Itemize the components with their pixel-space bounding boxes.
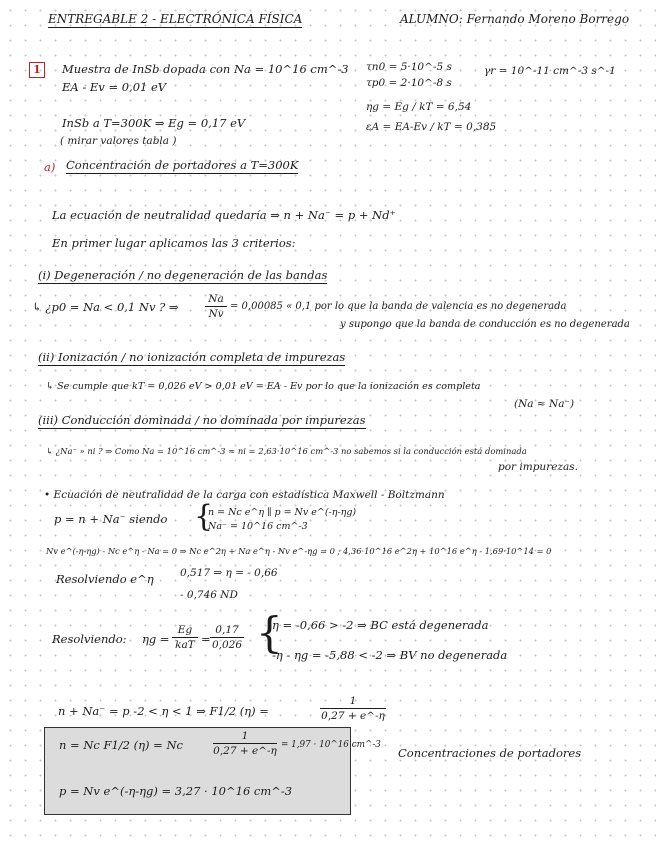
cases-brace: { <box>256 608 283 657</box>
statement-line-2: EA - Ev = 0,01 eV <box>62 80 167 94</box>
solve-root-2: - 0,746 ND <box>180 589 238 601</box>
problem-number: 1 <box>29 62 45 78</box>
fraction-denominator: kaT <box>175 639 195 651</box>
first-step-text: En primer lugar aplicamos las 3 criterios: <box>52 236 296 250</box>
fraction-denominator: Nv <box>208 308 224 320</box>
fraction-denominator: 0,27 + e^-η <box>213 745 277 757</box>
fraction-numerator: 1 <box>349 695 357 707</box>
electron-fraction <box>213 730 277 757</box>
result-caption: Concentraciones de portadores <box>398 746 582 760</box>
electron-concentration: n = Nc F1/2 (η) = Nc <box>59 738 183 752</box>
solve-label: Resolviendo e^η <box>56 572 154 586</box>
fraction-denominator: 0,27 + e^-η <box>321 710 385 722</box>
criterion-3-text: ↳ ¿Na⁻ » ni ? ⇒ Como Na = 10^16 cm^-3 ≈ ni = 2,63·10^16 cm^-3 no sabemos si la conducción está dominada <box>46 446 527 456</box>
fraction-numerator: 1 <box>241 730 249 742</box>
result-label: Resolviendo: <box>52 632 127 646</box>
mb-relation: p = n + Na⁻ siendo <box>54 512 168 526</box>
criterion-3-title: (iii) Conducción dominada / no dominada por impurezas <box>38 413 366 427</box>
criterion-1-fraction <box>205 293 227 320</box>
fermi-dirac-fraction <box>320 695 386 722</box>
section-label: a) <box>44 160 56 174</box>
student-name: ALUMNO: Fernando Moreno Borrego <box>400 12 630 26</box>
param-tau-n0: τn0 = 5·10^-5 s <box>366 61 452 73</box>
criterion-2-text: ↳ Se cumple que kT = 0,026 eV > 0,01 eV = EA - Ev por lo que la ionización es completa <box>46 381 481 392</box>
criterion-1-question: ↳ ¿p0 = Na < 0,1 Nv ? ⇒ <box>32 300 179 314</box>
eta-g-fraction <box>172 624 198 651</box>
case-conduction-band: η = -0,66 > -2 ⇒ BC está degenerada <box>272 618 489 632</box>
param-gamma: γr = 10^-11 cm^-3 s^-1 <box>484 65 616 77</box>
fraction-bar <box>210 637 244 638</box>
fermi-dirac-line: n + Na⁻ = p -2 < η < 1 ⇒ F1/2 (η) = <box>58 704 269 718</box>
mb-system-1: n = Nc e^η ∥ p = Nv e^(-η-ηg) <box>208 507 357 518</box>
statement-line-1: Muestra de InSb dopada con Na = 10^16 cm^-3 <box>62 62 349 76</box>
equals-sign: = <box>201 632 211 646</box>
page-title: ENTREGABLE 2 - ELECTRÓNICA FÍSICA <box>48 12 303 26</box>
mb-title: • Ecuación de neutralidad de la carga con estadística Maxwell - Boltzmann <box>44 489 445 501</box>
criterion-2-note: (Na ≈ Na⁻) <box>514 398 575 410</box>
fraction-numerator: Eg <box>177 624 193 636</box>
electron-value: = 1,97 · 10^16 cm^-3 <box>281 740 381 750</box>
fraction-bar <box>213 743 277 744</box>
hole-concentration: p = Nv e^(-η-ηg) = 3,27 · 10^16 cm^-3 <box>59 784 293 798</box>
insb-line: InSb a T=300K ⇒ Eg = 0,17 eV <box>62 116 246 130</box>
criterion-2-title: (ii) Ionización / no ionización completa de impurezas <box>38 350 346 364</box>
fraction-denominator: 0,026 <box>211 639 243 651</box>
fraction-bar <box>320 708 386 709</box>
fraction-numerator: 0,17 <box>215 624 239 636</box>
fraction-bar <box>172 637 198 638</box>
criterion-1-conduction: y supongo que la banda de conducción es no degenerada <box>340 319 630 330</box>
param-eta-a: εA = EA-Ev / kT = 0,385 <box>366 121 497 133</box>
criterion-1-result: = 0,00085 « 0,1 por lo que la banda de valencia es no degenerada <box>230 301 567 312</box>
criterion-3-text-2: por impurezas. <box>498 461 578 473</box>
system-brace: { <box>194 499 214 534</box>
eta-g-label: ηg = <box>142 632 170 646</box>
section-title: Concentración de portadores a T=300K <box>66 158 299 172</box>
solve-root-1: 0,517 ⇒ η = - 0,66 <box>180 567 278 579</box>
fraction-bar <box>205 306 227 307</box>
mb-equation: Nv e^(-η-ηg) - Nc e^η - Na = 0 ⇒ Nc e^2η + Na e^η - Nv e^-ηg = 0 ; 4,36·10^16 e^2η + 10^16 e^η - 1,69·10^14 = 0 <box>46 546 552 556</box>
eta-g-value-fraction <box>210 624 244 651</box>
neutrality-equation: La ecuación de neutralidad quedaría ⇒ n + Na⁻ = p + Nd⁺ <box>52 208 396 222</box>
fraction-numerator: Na <box>208 293 224 305</box>
criterion-1-title: (i) Degeneración / no degeneración de las bandas <box>38 268 328 282</box>
param-eta-g: ηg = Eg / kT = 6,54 <box>366 101 472 113</box>
mb-system-2: Na⁻ = 10^16 cm^-3 <box>208 521 308 532</box>
insb-note: ( mirar valores tabla ) <box>60 135 177 147</box>
result-box <box>44 727 381 815</box>
case-valence-band: -η - ηg = -5,88 < -2 ⇒ BV no degenerada <box>272 648 508 662</box>
param-tau-p0: τp0 = 2·10^-8 s <box>366 77 452 89</box>
